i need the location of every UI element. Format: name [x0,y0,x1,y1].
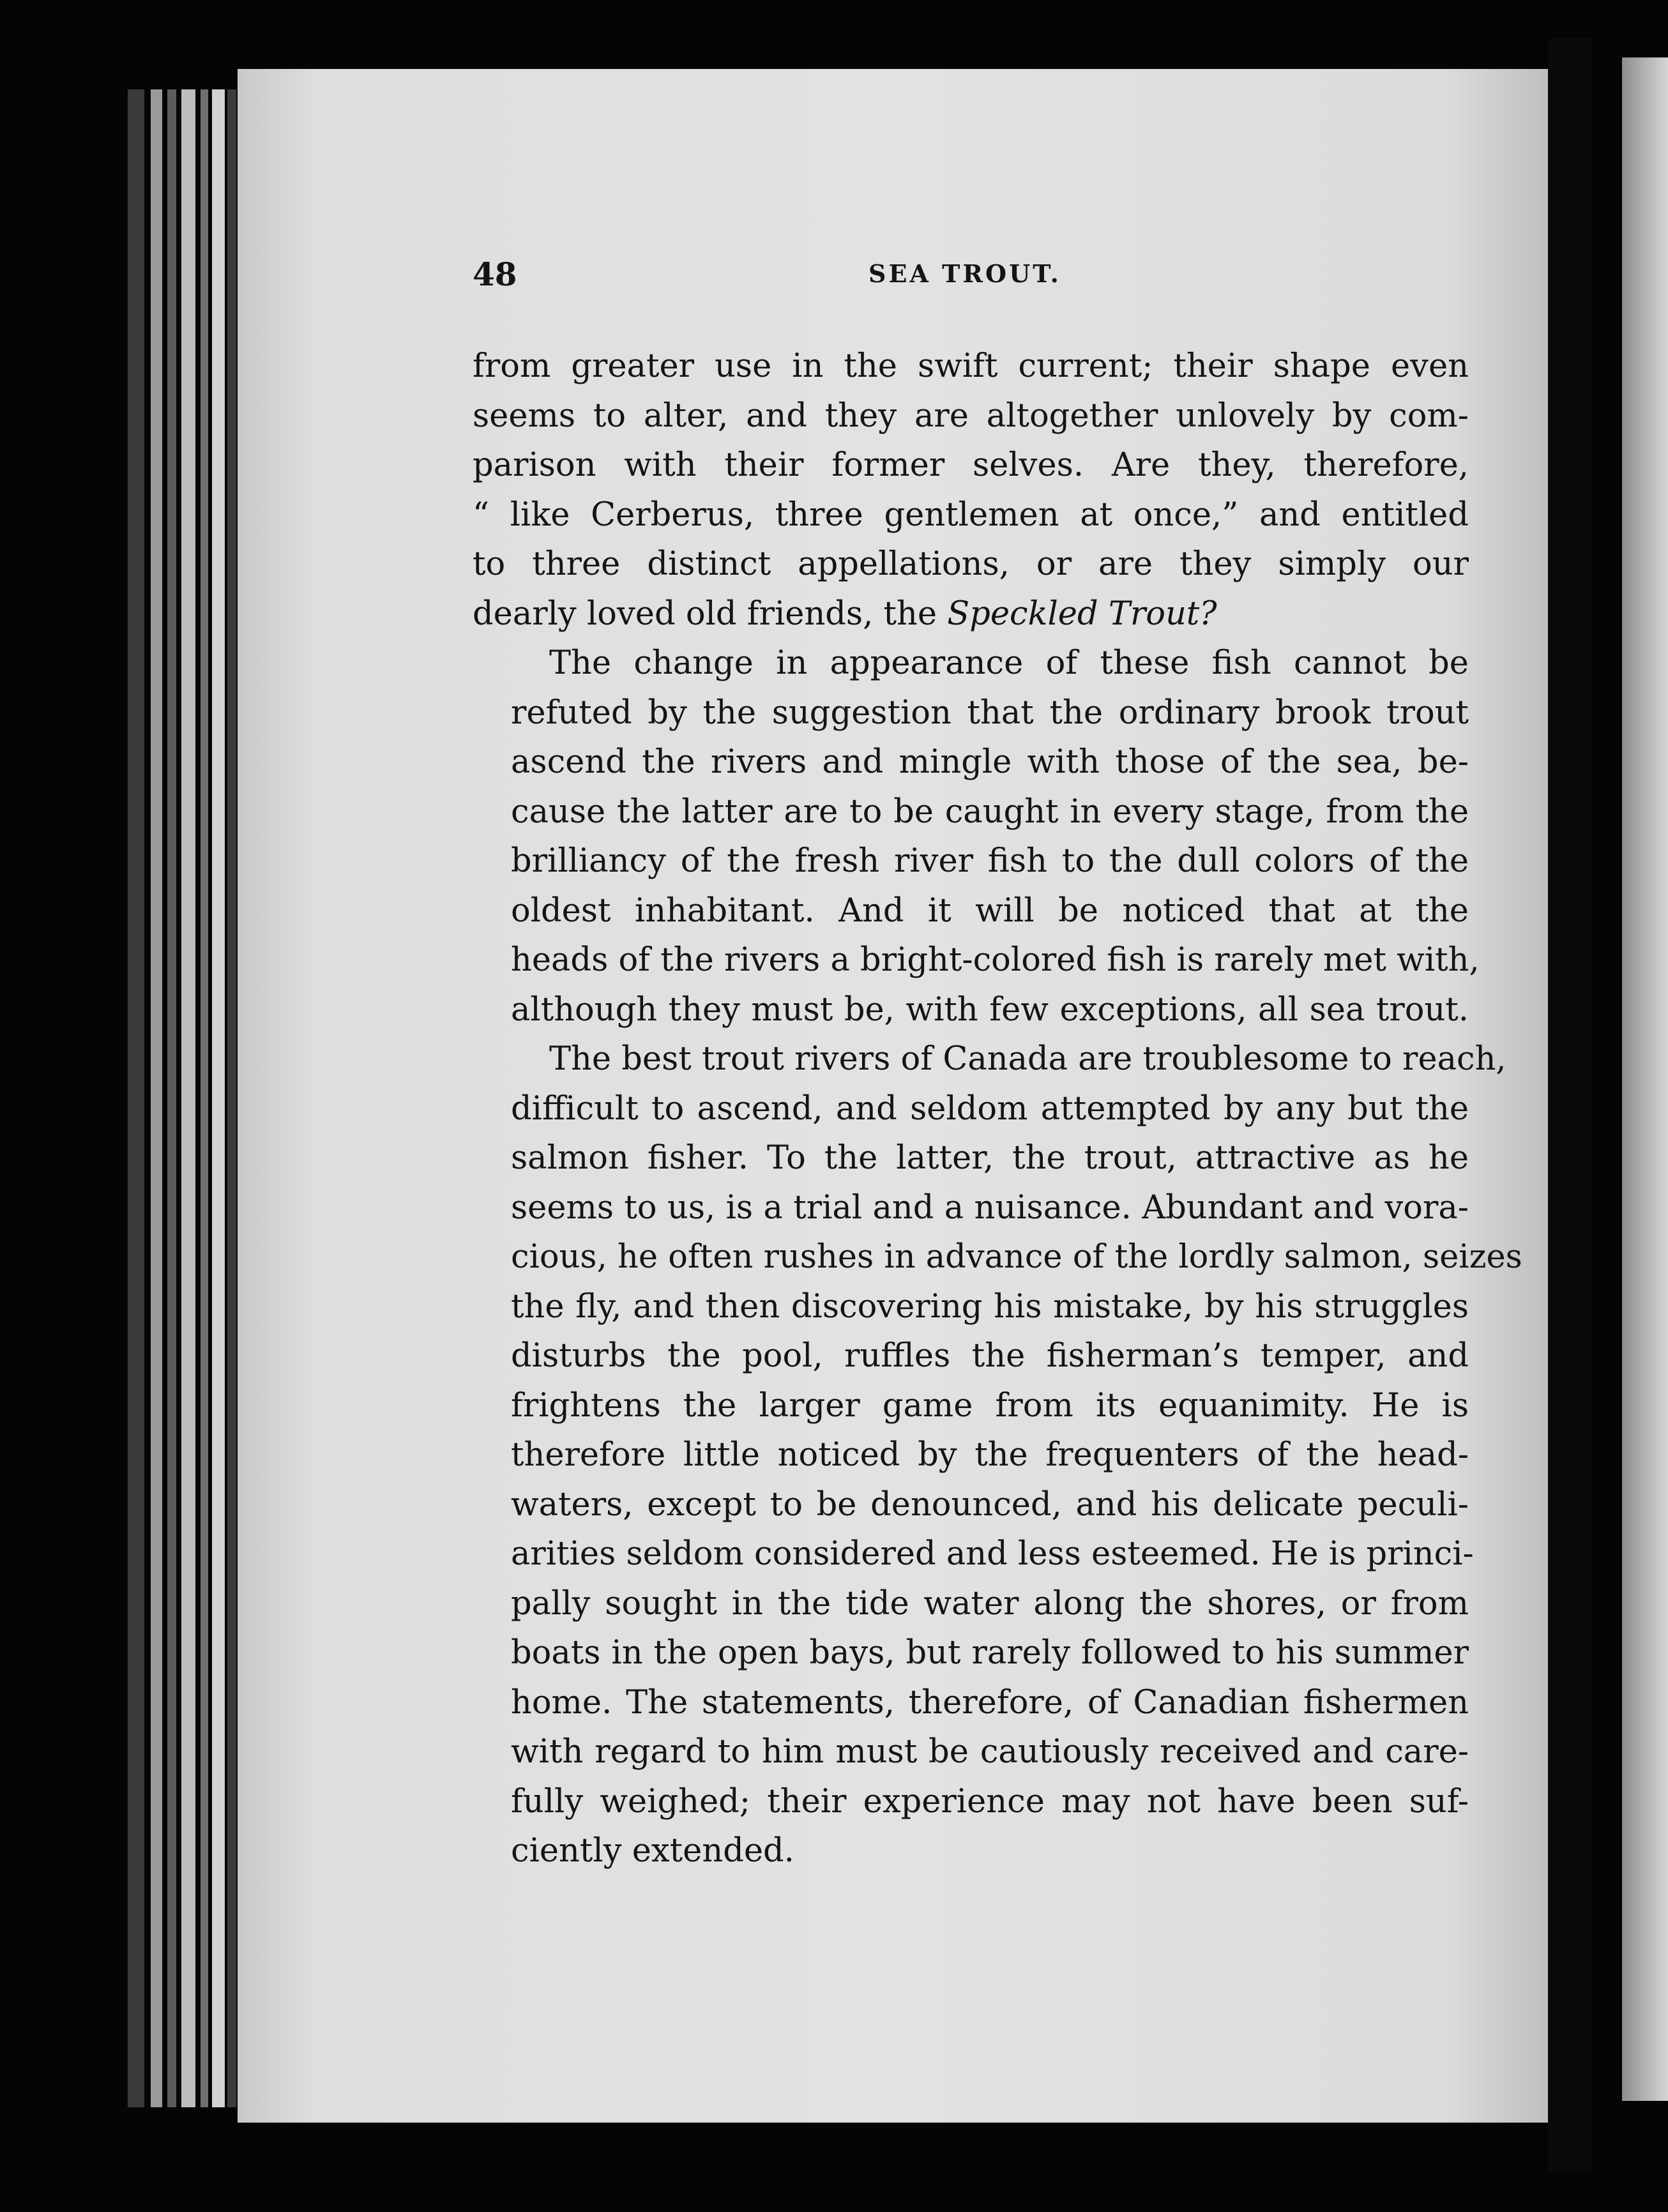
text-line: brilliancy of the fresh river fish to the dull colors of the [511,842,1469,880]
text-line: the fly, and then discovering his mistake, by his struggles [511,1287,1469,1326]
page-edge [151,89,162,2107]
text-line: although they must be, with few exceptions, all sea trout. [511,990,1469,1029]
text-line: oldest inhabitant. And it will be noticed that at the [511,891,1469,930]
page-edge [227,89,236,2107]
book-gutter [1548,38,1593,2171]
text-line: with regard to him must be cautiously received and care- [511,1733,1469,1771]
page-edge [201,89,208,2107]
page-edge [181,89,195,2107]
text-line: frightens the larger game from its equanimity. He is [511,1386,1469,1425]
text-line: home. The statements, therefore, of Canadian fishermen [511,1683,1469,1722]
text-line: refuted by the suggestion that the ordinary brook trout [511,693,1469,732]
page-edge [167,89,176,2107]
body-text [473,342,1522,1876]
text-line: “ like Cerberus, three gentlemen at once,” and entitled [473,496,1469,534]
text-line: fully weighed; their experience may not have been suf- [511,1782,1469,1821]
text-line: ascend the rivers and mingle with those of the sea, be- [511,743,1469,781]
text-line: arities seldom considered and less esteemed. He is princi- [511,1535,1474,1573]
text-line: cause the latter are to be caught in every stage, from the [511,792,1469,831]
paragraph-2 [473,639,1480,1034]
paragraph-3 [473,1034,1522,1876]
text-line: disturbs the pool, ruffles the fisherman’s temper, and [511,1337,1469,1375]
running-head [473,255,1494,300]
page-number: 48 [473,255,517,293]
text-line: The best trout rivers of Canada are troublesome to reach, [549,1040,1506,1078]
page-edge [212,89,225,2107]
text-line: seems to us, is a trial and a nuisance. Abundant and vora- [511,1188,1469,1227]
text-line [473,589,1469,639]
running-title: SEA TROUT. [868,259,1061,288]
text-line: difficult to ascend, and seldom attempted by any but the [511,1089,1469,1128]
italic-phrase: Speckled Trout? [947,595,1217,633]
text-line: parison with their former selves. Are they, therefore, [473,446,1469,484]
text-line: pally sought in the tide water along the shores, or from [511,1584,1469,1623]
text-line: boats in the open bays, but rarely followed to his summer [511,1634,1469,1672]
text-line: to three distinct appellations, or are they simply our [473,545,1469,583]
text-line: therefore little noticed by the frequenters of the head- [511,1436,1469,1474]
text-fragment: dearly loved old friends, the [473,595,948,633]
text-line: cious, he often rushes in advance of the lordly salmon, seizes [511,1238,1522,1276]
text-line: heads of the rivers a bright-colored fish is rarely met with, [511,941,1480,979]
page-edge [128,89,144,2107]
text-line: salmon fisher. To the latter, the trout, attractive as he [511,1139,1469,1177]
text-line: from greater use in the swift current; their shape even [473,347,1469,385]
text-line: ciently extended. [511,1832,794,1870]
paragraph-1 [473,342,1469,639]
text-line: waters, except to be denounced, and his delicate peculi- [511,1485,1469,1524]
text-line: seems to alter, and they are altogether unlovely by com- [473,397,1469,435]
text-line: The change in appearance of these fish cannot be [549,644,1469,682]
adjacent-page-edge [1622,57,1668,2101]
